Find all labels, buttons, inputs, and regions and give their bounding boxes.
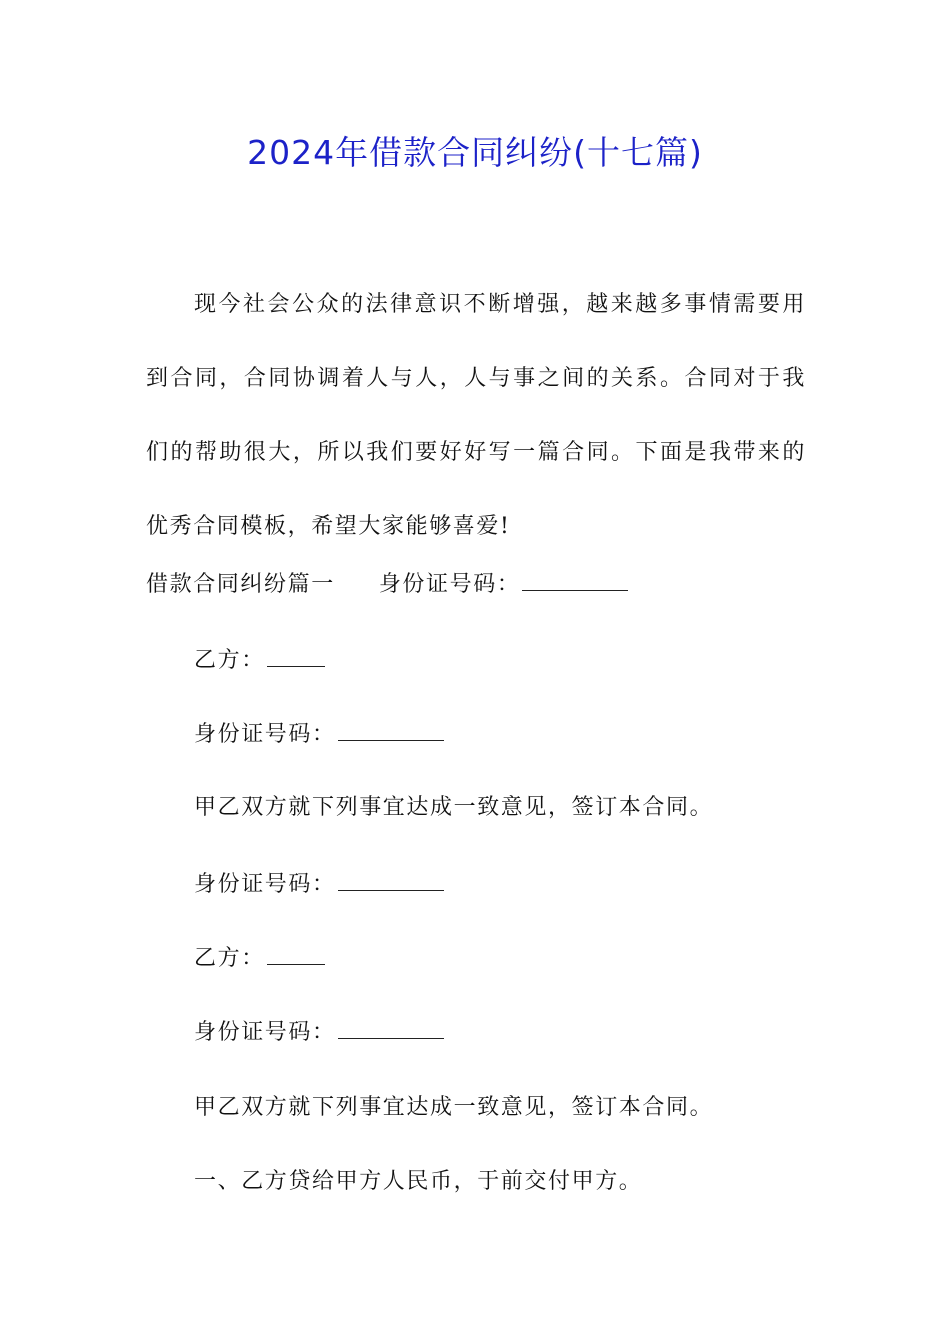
agreement-line — [194, 792, 713, 824]
intro-paragraph: 现今社会公众的法律意识不断增强，越来越多事情需要用到合同，合同协调着人与人，人与事之间的关系。合同对于我们的帮助很大，所以我们要好好写一篇合同。下面是我带来的优秀合同模板，希望大家能够喜爱! — [146, 292, 806, 539]
id-number-line — [194, 1016, 444, 1049]
id-number-label: 身份证号码： — [194, 872, 336, 897]
id-number-label: 身份证号码： — [194, 722, 336, 747]
agreement-text: 甲乙双方就下列事宜达成一致意见，签订本合同。 — [194, 1095, 714, 1120]
clause-1-text: 一、乙方贷给甲方人民币，于前交付甲方。 — [194, 1169, 643, 1194]
clause-1-line — [194, 1166, 642, 1198]
id-number-blank — [338, 1016, 444, 1039]
id-number-blank — [522, 568, 628, 591]
agreement-line — [194, 1092, 713, 1124]
party-b-line — [194, 942, 325, 975]
id-number-blank — [338, 718, 444, 741]
document-title: 2024年借款合同纠纷(十七篇) — [247, 133, 703, 172]
party-b-label: 乙方： — [194, 648, 265, 673]
party-b-blank — [267, 644, 325, 667]
party-b-line — [194, 644, 325, 677]
id-number-line — [194, 868, 444, 901]
id-number-blank — [338, 868, 444, 891]
party-b-label: 乙方： — [194, 946, 265, 971]
id-number-line — [194, 718, 444, 751]
party-b-blank — [267, 942, 325, 965]
section-heading-line — [146, 568, 628, 601]
id-number-label: 身份证号码： — [378, 572, 521, 597]
agreement-text: 甲乙双方就下列事宜达成一致意见，签订本合同。 — [194, 795, 714, 820]
section-heading: 借款合同纠纷篇一 — [146, 572, 335, 597]
id-number-label: 身份证号码： — [194, 1020, 336, 1045]
